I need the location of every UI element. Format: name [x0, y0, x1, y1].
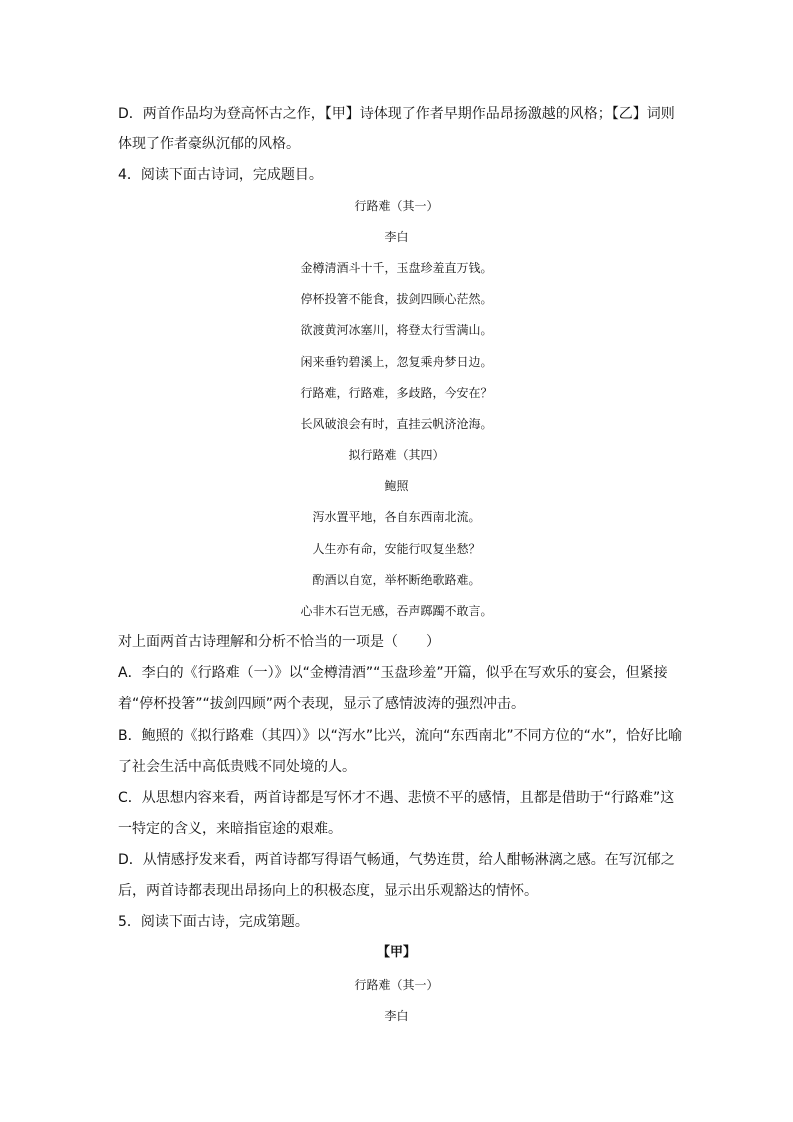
poem2-author: 鲍照 [384, 479, 409, 493]
option-b-line2: 了社会生活中高低贵贱不同处境的人。 [118, 759, 356, 775]
prev-option-d-line2: 体现了作者豪纵沉郁的风格。 [118, 136, 300, 152]
question-4-prompt: 4．阅读下面古诗词，完成题目。 [118, 167, 323, 183]
poem1-line: 行路难，行路难，多歧路，今安在？ [300, 386, 493, 400]
poem1-author: 李白 [384, 230, 409, 244]
poem2-line: 心非木石岂无感，吞声踯躅不敢言。 [300, 604, 493, 618]
poem1-line: 长风破浪会有时，直挂云帆济沧海。 [300, 417, 493, 431]
question-4-stem: 对上面两首古诗理解和分析不恰当的一项是（ ） [118, 634, 440, 650]
poem2-line: 酌酒以自宽，举杯断绝歌路难。 [312, 573, 481, 587]
poem1-line: 闲来垂钓碧溪上，忽复乘舟梦日边。 [300, 355, 493, 369]
option-c-line1: C．从思想内容来看，两首诗都是写怀才不遇、悲愤不平的感情，且都是借助于“行路难”这 [118, 790, 675, 806]
option-a-line1: A．李白的《行路难（一）》以“金樽清酒”“玉盘珍羞”开篇，似乎在写欢乐的宴会，但紧接 [118, 665, 668, 681]
poem2-line: 人生亦有命，安能行叹复坐愁？ [312, 542, 481, 556]
q5-poem-author: 李白 [384, 1009, 409, 1023]
option-c-line2: 一特定的含义，来暗指宦途的艰难。 [118, 821, 342, 837]
prev-option-d-line1: D．两首作品均为登高怀古之作，【甲】诗体现了作者早期作品昂扬激越的风格；【乙】词则 [118, 106, 675, 122]
poem1-line: 金樽清酒斗十千，玉盘珍羞直万钱。 [300, 261, 493, 275]
q5-poem-title: 行路难（其一） [354, 978, 439, 992]
poem-label-jia: 【甲】 [376, 945, 416, 960]
option-d-line2: 后，两首诗都表现出昂扬向上的积极态度，显示出乐观豁达的情怀。 [118, 883, 538, 899]
option-d-line1: D．从情感抒发来看，两首诗都写得语气畅通，气势连贯，给人酣畅淋漓之感。在写沉郁之 [118, 852, 675, 868]
option-b-line1: B．鲍照的《拟行路难（其四）》以“泻水”比兴，流向“东西南北”不同方位的“水”，恰好比喻 [118, 728, 683, 744]
poem2-line: 泻水置平地，各自东西南北流。 [312, 510, 481, 524]
poem1-line: 欲渡黄河冰塞川，将登太行雪满山。 [300, 323, 493, 337]
question-5-prompt: 5．阅读下面古诗，完成第题。 [118, 914, 309, 930]
poem2-title: 拟行路难（其四） [348, 448, 445, 462]
poem1-line: 停杯投箸不能食，拔剑四顾心茫然。 [300, 292, 493, 306]
option-a-line2: 着“停杯投箸”“拔剑四顾”两个表现，显示了感情波涛的强烈冲击。 [118, 696, 526, 712]
poem1-title: 行路难（其一） [354, 199, 439, 213]
